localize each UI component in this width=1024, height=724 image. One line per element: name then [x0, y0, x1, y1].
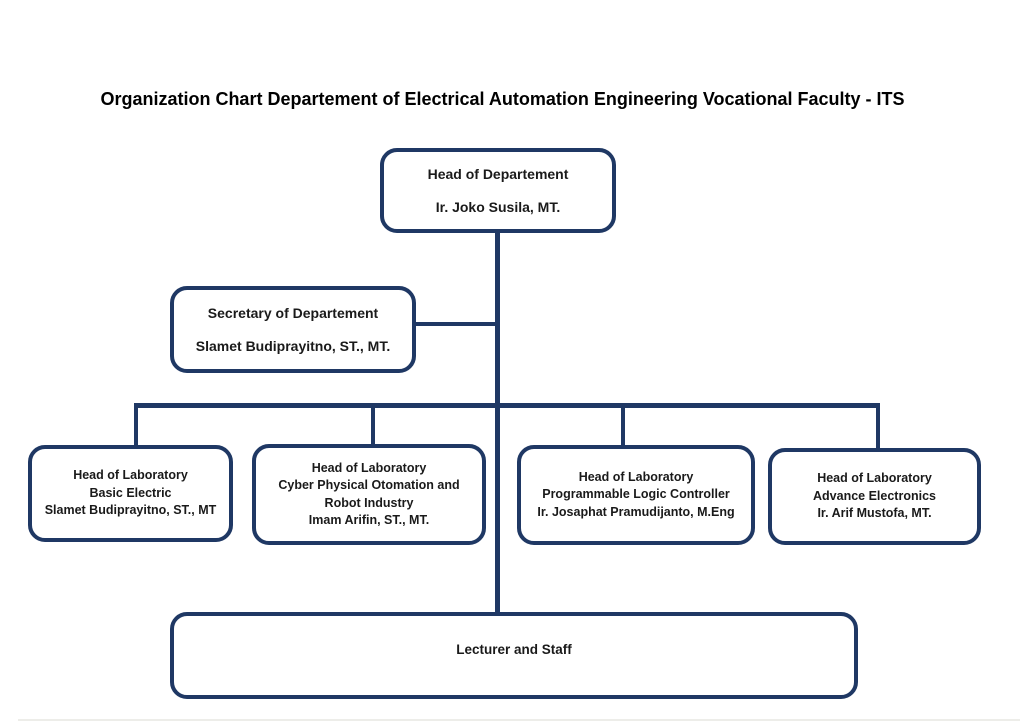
node-lecturer-and-staff	[170, 612, 858, 699]
node-lab-programmable-logic-controller	[517, 445, 755, 545]
connector-spine-head-to-staff	[495, 230, 500, 614]
scan-edge-artifact	[18, 719, 1020, 721]
node-head-of-departement	[380, 148, 616, 233]
unit-line: Advance Electronics	[813, 488, 936, 503]
person-line: Ir. Joko Susila, MT.	[435, 199, 561, 215]
role-line: Secretary of Departement	[207, 305, 379, 321]
node-lab-basic-electric	[28, 445, 233, 542]
unit-line: Programmable Logic Controller	[542, 487, 730, 502]
node-lab-cyber-physical-robot-industry	[252, 444, 486, 545]
connector-secretary-branch	[412, 322, 499, 326]
role-line: Lecturer and Staff	[456, 642, 572, 657]
unit-line: Basic Electric	[89, 485, 172, 500]
role-line: Head of Laboratory	[817, 471, 932, 486]
connector-drop-lab-4	[876, 403, 880, 450]
role-line: Head of Laboratory	[578, 469, 694, 484]
connector-distribution-rail	[134, 403, 880, 408]
person-line: Slamet Budiprayitno, ST., MT.	[195, 338, 391, 354]
unit-line: Robot Industry	[324, 495, 414, 510]
person-line: Imam Arifin, ST., MT.	[308, 513, 430, 527]
person-line: Ir. Arif Mustofa, MT.	[817, 506, 932, 521]
connector-drop-lab-1	[134, 403, 138, 447]
unit-line: Cyber Physical Otomation and	[278, 478, 460, 492]
connector-drop-lab-3	[621, 403, 625, 447]
person-line: Ir. Josaphat Pramudijanto, M.Eng	[537, 504, 735, 519]
connector-drop-lab-2	[371, 403, 375, 446]
role-line: Head of Laboratory	[311, 460, 427, 475]
person-line: Slamet Budiprayitno, ST., MT	[44, 503, 217, 518]
node-lab-advance-electronics	[768, 448, 981, 545]
node-secretary-of-departement	[170, 286, 416, 373]
role-line: Head of Laboratory	[73, 468, 188, 483]
role-line: Head of Departement	[427, 166, 569, 182]
chart-title: Organization Chart Departement of Electrical Automation Engineering Vocational Faculty - ITS	[100, 89, 905, 109]
